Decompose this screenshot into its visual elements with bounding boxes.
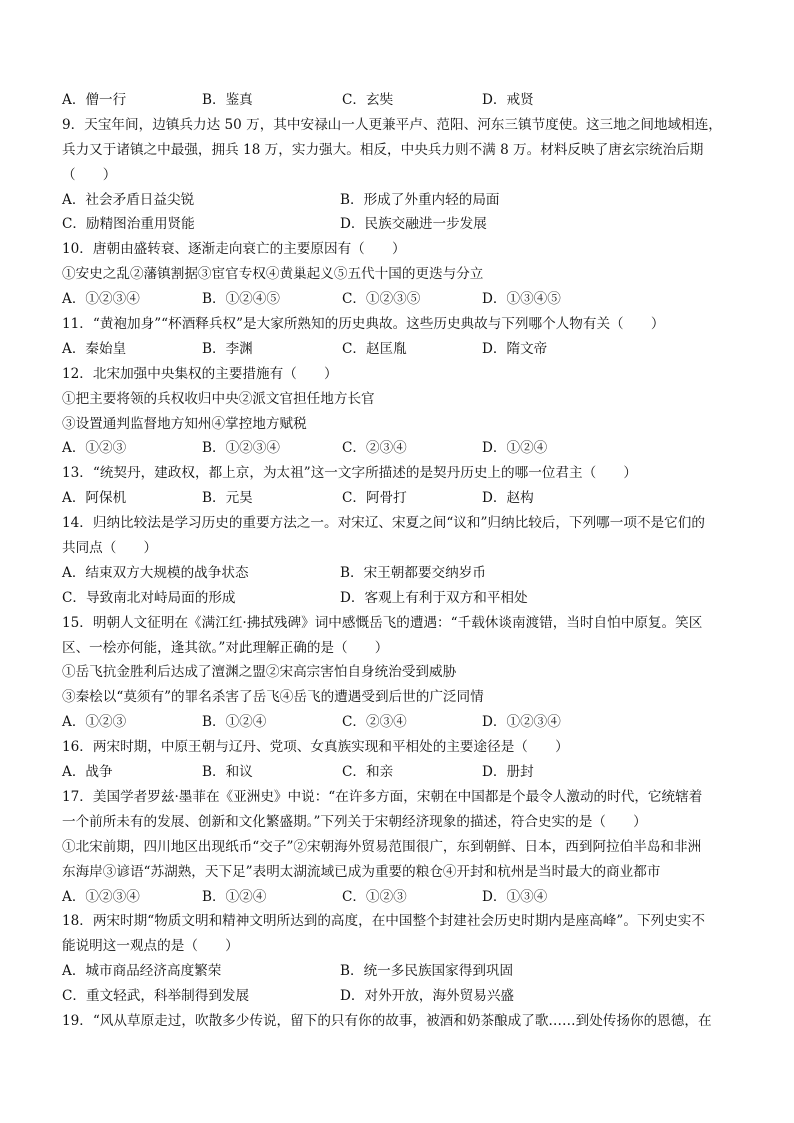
option-c: C．②③④ bbox=[342, 440, 407, 457]
text-line: 一个前所未有的发展、创新和文化繁盛期。”下列关于宋朝经济现象的描述，符合史实的是（ ） bbox=[62, 813, 647, 830]
text-line: 兵力又于诸镇之中最强，拥兵 18 万，实力强大。相反，中央兵力则不满 8 万。材料反映了唐玄宗统治后期 bbox=[62, 141, 704, 158]
option-a: A．结束双方大规模的战争状态 bbox=[62, 564, 249, 581]
options-row bbox=[62, 287, 734, 312]
option-b: B．①②④ bbox=[202, 888, 267, 905]
option-a: A．秦始皇 bbox=[62, 340, 127, 357]
option-d: D．①③④ bbox=[482, 888, 548, 905]
text-line: 14．归纳比较法是学习历史的重要方法之一。对宋辽、宋夏之间“议和”归纳比较后，下列哪一项不是它们的 bbox=[62, 515, 705, 532]
text-line: 共同点（ ） bbox=[62, 540, 158, 557]
option-c: C．玄奘 bbox=[342, 92, 394, 108]
option-a: A．战争 bbox=[62, 764, 113, 781]
text-line: 9．天宝年间，边镇兵力达 50 万，其中安禄山一人更兼平卢、范阳、河东三镇节度使。这三地之间地域相连， bbox=[62, 116, 722, 133]
options-row bbox=[62, 212, 734, 237]
option-d: D．①③④⑤ bbox=[482, 291, 561, 308]
option-b: B．①②④ bbox=[202, 714, 267, 731]
option-a: A．①②③④ bbox=[62, 291, 140, 308]
option-d: D．民族交融进一步发展 bbox=[340, 216, 487, 233]
option-c: C．导致南北对峙局面的形成 bbox=[62, 589, 236, 606]
text-line: 区、一桧亦何能，逢其欲。”对此理解正确的是（ ） bbox=[62, 639, 389, 656]
option-c: C．赵匡胤 bbox=[342, 340, 407, 357]
option-d: D．客观上有利于双方和平相处 bbox=[340, 589, 528, 606]
option-b: B．和议 bbox=[202, 764, 253, 781]
text-line: ①北宋前期，四川地区出现纸币“交子”②宋朝海外贸易范围很广，东到朝鲜、日本，西到阿拉伯半岛和非洲 bbox=[62, 838, 702, 855]
option-a: A．僧一行 bbox=[62, 92, 127, 108]
options-row bbox=[62, 760, 734, 785]
option-a: A．社会矛盾日益尖锐 bbox=[62, 191, 195, 208]
options-row bbox=[62, 188, 734, 213]
option-d: D．戒贤 bbox=[482, 92, 534, 108]
option-c: C．阿骨打 bbox=[342, 490, 407, 507]
option-c: C．重文轻武，科举制得到发展 bbox=[62, 988, 250, 1005]
option-d: D．隋文帝 bbox=[482, 340, 548, 357]
options-row bbox=[62, 586, 734, 611]
options-row bbox=[62, 337, 734, 362]
option-c: C．励精图治重用贤能 bbox=[62, 216, 195, 233]
option-b: B．形成了外重内轻的局面 bbox=[340, 191, 500, 208]
option-b: B．鉴真 bbox=[202, 92, 253, 108]
option-b: B．统一多民族国家得到巩固 bbox=[340, 963, 514, 980]
options-row bbox=[62, 561, 734, 586]
option-d: D．①②③④ bbox=[482, 714, 561, 731]
text-line: ①把主要将领的兵权收归中央②派文官担任地方长官 bbox=[62, 390, 375, 407]
text-line: 东海岸③谚语“苏湖熟，天下足”表明太湖流域已成为重要的粮仓④开封和杭州是当时最大的商业都市 bbox=[62, 863, 661, 880]
option-d: D．册封 bbox=[482, 764, 534, 781]
text-line: （ ） bbox=[62, 166, 117, 183]
text-line: 17．美国学者罗兹·墨菲在《亚洲史》中说：“在许多方面，宋朝在中国都是个最令人激动的时代，它统辖着 bbox=[62, 788, 703, 805]
option-c: C．②③④ bbox=[342, 714, 407, 731]
options-row bbox=[62, 959, 734, 984]
text-line: ③秦桧以“莫须有”的罪名杀害了岳飞④岳飞的遭遇受到后世的广泛同情 bbox=[62, 689, 484, 706]
option-c: C．和亲 bbox=[342, 764, 394, 781]
option-d: D．①②④ bbox=[482, 440, 548, 457]
text-line: 18．两宋时期“物质文明和精神文明所达到的高度，在中国整个封建社会历史时期内是座高峰”。下列史实不 bbox=[62, 913, 705, 930]
option-a: A．①②③④ bbox=[62, 888, 140, 905]
option-a: A．阿保机 bbox=[62, 490, 127, 507]
option-c: C．①②③ bbox=[342, 888, 407, 905]
text-line: 11．“黄袍加身”“杯酒释兵权”是大家所熟知的历史典故。这些历史典故与下列哪个人物有关（ ） bbox=[62, 316, 665, 333]
option-d: D．对外开放，海外贸易兴盛 bbox=[340, 988, 515, 1005]
text-line: 15．明朝人文征明在《满江红·拂拭残碑》词中感慨岳飞的遭遇：“千载休谈南渡错，当时自怕中原复。笑区 bbox=[62, 614, 703, 631]
text-line: 13．“统契丹，建政权，都上京，为太祖”这一文字所描述的是契丹历史上的哪一位君主（ ） bbox=[62, 465, 637, 482]
options-row bbox=[62, 710, 734, 735]
option-a: A．①②③ bbox=[62, 440, 127, 457]
text-line: 10．唐朝由盛转衰、逐渐走向衰亡的主要原因有（ ） bbox=[62, 241, 406, 258]
options-row bbox=[62, 885, 734, 910]
options-row bbox=[62, 486, 734, 511]
text-line: ③设置通判监督地方知州④掌控地方赋税 bbox=[62, 415, 307, 432]
options-row bbox=[62, 88, 734, 113]
option-b: B．宋王朝都要交纳岁币 bbox=[340, 564, 486, 581]
option-b: B．①②④⑤ bbox=[202, 291, 280, 308]
text-line: 16．两宋时期，中原王朝与辽丹、党项、女真族实现和平相处的主要途径是（ ） bbox=[62, 739, 569, 756]
text-line: 12．北宋加强中央集权的主要措施有（ ） bbox=[62, 365, 338, 382]
option-b: B．①②③④ bbox=[202, 440, 280, 457]
text-line: 19．“风从草原走过，吹散多少传说，留下的只有你的故事，被酒和奶茶酿成了歌……到处传扬你的恩德，在 bbox=[62, 1012, 712, 1029]
text-line: ①安史之乱②藩镇割据③宦官专权④黄巢起义⑤五代十国的更迭与分立 bbox=[62, 266, 484, 283]
option-c: C．①②③⑤ bbox=[342, 291, 421, 308]
options-row bbox=[62, 436, 734, 461]
text-line: 能说明这一观点的是（ ） bbox=[62, 938, 239, 955]
option-d: D．赵构 bbox=[482, 490, 534, 507]
options-row bbox=[62, 984, 734, 1009]
exam-page bbox=[62, 88, 734, 1034]
option-a: A．城市商品经济高度繁荣 bbox=[62, 963, 222, 980]
text-line: ①岳飞抗金胜利后达成了澶渊之盟②宋高宗害怕自身统治受到威胁 bbox=[62, 664, 457, 681]
option-b: B．元昊 bbox=[202, 490, 253, 507]
option-a: A．①②③ bbox=[62, 714, 127, 731]
option-b: B．李渊 bbox=[202, 340, 253, 357]
